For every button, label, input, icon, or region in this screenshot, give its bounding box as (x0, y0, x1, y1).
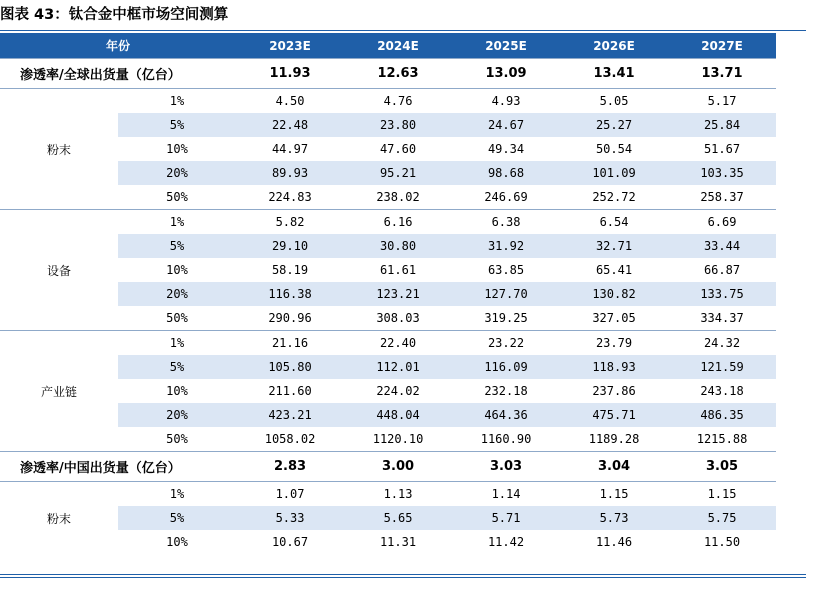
table-cell: 105.80 (236, 355, 344, 379)
table-cell: 308.03 (376, 311, 420, 325)
table-cell: 5.71 (452, 506, 560, 530)
year-header: 2026E (560, 33, 668, 59)
header-row (0, 33, 776, 59)
summary-row (0, 452, 776, 482)
table-cell: 448.04 (344, 403, 452, 427)
penetration-rate: 20% (118, 161, 236, 185)
table-cell: 116.38 (236, 282, 344, 306)
table-cell: 246.69 (484, 190, 528, 204)
table-cell: 211.60 (268, 384, 312, 398)
summary-value: 3.05 (668, 452, 776, 482)
table-cell: 6.54 (560, 210, 668, 235)
table-cell: 11.50 (703, 535, 741, 549)
penetration-rate: 1% (118, 210, 236, 235)
year-header: 2025E (452, 33, 560, 59)
penetration-rate: 1% (118, 89, 236, 114)
table-cell: 1120.10 (372, 432, 424, 446)
group-label: 粉末 (0, 89, 118, 210)
table-cell: 252.72 (592, 190, 636, 204)
table-row (0, 210, 776, 235)
table-cell: 6.69 (668, 210, 776, 235)
penetration-rate: 10% (166, 535, 188, 549)
table-cell: 4.93 (452, 89, 560, 114)
table-cell: 30.80 (344, 234, 452, 258)
table-cell: 118.93 (560, 355, 668, 379)
table-cell: 237.86 (592, 384, 636, 398)
penetration-rate: 10% (166, 384, 188, 398)
table-cell: 23.80 (344, 113, 452, 137)
table-cell: 10.67 (271, 535, 309, 549)
table-cell: 22.48 (236, 113, 344, 137)
group-label: 产业链 (0, 331, 118, 452)
table-cell: 5.33 (236, 506, 344, 530)
table-cell: 95.21 (344, 161, 452, 185)
table-cell: 334.37 (700, 311, 744, 325)
summary-value: 12.63 (344, 59, 452, 89)
year-header-label: 年份 (0, 33, 236, 59)
table-cell: 116.09 (452, 355, 560, 379)
penetration-rate: 10% (166, 263, 188, 277)
table-cell: 98.68 (452, 161, 560, 185)
table-cell: 133.75 (668, 282, 776, 306)
summary-label: 渗透率/全球出货量（亿台） (0, 59, 236, 89)
table-cell: 1.14 (452, 482, 560, 507)
summary-row (0, 59, 776, 89)
bottom-rule (0, 577, 806, 578)
table-cell: 486.35 (668, 403, 776, 427)
table-cell: 24.32 (668, 331, 776, 356)
table-cell: 11.46 (595, 535, 633, 549)
summary-value: 13.71 (668, 59, 776, 89)
table-cell: 25.27 (560, 113, 668, 137)
table-cell: 1.15 (560, 482, 668, 507)
table-cell: 238.02 (376, 190, 420, 204)
summary-value: 2.83 (236, 452, 344, 482)
penetration-rate: 50% (166, 311, 188, 325)
table-cell: 6.38 (452, 210, 560, 235)
penetration-rate: 20% (118, 282, 236, 306)
table-cell: 5.82 (236, 210, 344, 235)
table-cell: 4.76 (344, 89, 452, 114)
penetration-rate: 5% (118, 234, 236, 258)
table-cell: 63.85 (487, 263, 525, 277)
table-cell: 5.17 (668, 89, 776, 114)
table-cell: 47.60 (379, 142, 417, 156)
table-cell: 127.70 (452, 282, 560, 306)
table-cell: 258.37 (700, 190, 744, 204)
table-cell: 33.44 (668, 234, 776, 258)
year-header: 2024E (344, 33, 452, 59)
table-cell: 50.54 (595, 142, 633, 156)
table-cell: 5.05 (560, 89, 668, 114)
summary-value: 3.00 (344, 452, 452, 482)
table-cell: 66.87 (703, 263, 741, 277)
year-header: 2027E (668, 33, 776, 59)
table-cell: 232.18 (484, 384, 528, 398)
table-cell: 21.16 (236, 331, 344, 356)
table-cell: 61.61 (379, 263, 417, 277)
table-cell: 5.75 (668, 506, 776, 530)
table-cell: 290.96 (268, 311, 312, 325)
table-cell: 31.92 (452, 234, 560, 258)
table-row (0, 89, 776, 114)
table-cell: 224.83 (268, 190, 312, 204)
summary-value: 3.03 (452, 452, 560, 482)
group-label: 设备 (0, 210, 118, 331)
table-cell: 25.84 (668, 113, 776, 137)
title-rule (0, 30, 806, 31)
market-table (0, 33, 776, 554)
table-cell: 11.31 (379, 535, 417, 549)
penetration-rate: 5% (118, 113, 236, 137)
table-cell: 4.50 (236, 89, 344, 114)
table-cell: 1.13 (344, 482, 452, 507)
group-label: 粉末 (0, 482, 118, 555)
table-cell: 23.22 (452, 331, 560, 356)
summary-value: 3.04 (560, 452, 668, 482)
table-cell: 44.97 (271, 142, 309, 156)
table-cell: 1189.28 (588, 432, 640, 446)
table-cell: 24.67 (452, 113, 560, 137)
penetration-rate: 50% (166, 432, 188, 446)
table-cell: 1.15 (668, 482, 776, 507)
table-cell: 5.65 (344, 506, 452, 530)
table-cell: 1160.90 (480, 432, 532, 446)
bottom-rule (0, 574, 806, 575)
penetration-rate: 1% (118, 331, 236, 356)
table-cell: 101.09 (560, 161, 668, 185)
table-body (0, 59, 776, 555)
penetration-rate: 1% (118, 482, 236, 507)
year-header: 2023E (236, 33, 344, 59)
table-row (0, 331, 776, 356)
table-cell: 464.36 (452, 403, 560, 427)
table-cell: 319.25 (484, 311, 528, 325)
table-cell: 6.16 (344, 210, 452, 235)
table-cell: 130.82 (560, 282, 668, 306)
table-cell: 51.67 (703, 142, 741, 156)
penetration-rate: 5% (118, 506, 236, 530)
table-cell: 65.41 (595, 263, 633, 277)
table-cell: 475.71 (560, 403, 668, 427)
table-cell: 1.07 (236, 482, 344, 507)
penetration-rate: 20% (118, 403, 236, 427)
table-cell: 22.40 (344, 331, 452, 356)
table-cell: 5.73 (560, 506, 668, 530)
table-cell: 123.21 (344, 282, 452, 306)
table-cell: 423.21 (236, 403, 344, 427)
table-row (0, 482, 776, 507)
summary-label: 渗透率/中国出货量（亿台） (0, 452, 236, 482)
table-cell: 89.93 (236, 161, 344, 185)
table-cell: 112.01 (344, 355, 452, 379)
table-cell: 327.05 (592, 311, 636, 325)
table-cell: 243.18 (700, 384, 744, 398)
table-cell: 103.35 (668, 161, 776, 185)
table-cell: 32.71 (560, 234, 668, 258)
table-cell: 1058.02 (264, 432, 316, 446)
summary-value: 13.41 (560, 59, 668, 89)
table-cell: 29.10 (236, 234, 344, 258)
table-cell: 121.59 (668, 355, 776, 379)
summary-value: 11.93 (236, 59, 344, 89)
table-cell: 1215.88 (696, 432, 748, 446)
penetration-rate: 50% (166, 190, 188, 204)
table-cell: 11.42 (487, 535, 525, 549)
penetration-rate: 5% (118, 355, 236, 379)
penetration-rate: 10% (166, 142, 188, 156)
table-cell: 23.79 (560, 331, 668, 356)
table-cell: 224.02 (376, 384, 420, 398)
figure-title: 图表 43：钛合金中框市场空间测算 (0, 7, 229, 23)
table-cell: 49.34 (487, 142, 525, 156)
summary-value: 13.09 (452, 59, 560, 89)
table-cell: 58.19 (271, 263, 309, 277)
